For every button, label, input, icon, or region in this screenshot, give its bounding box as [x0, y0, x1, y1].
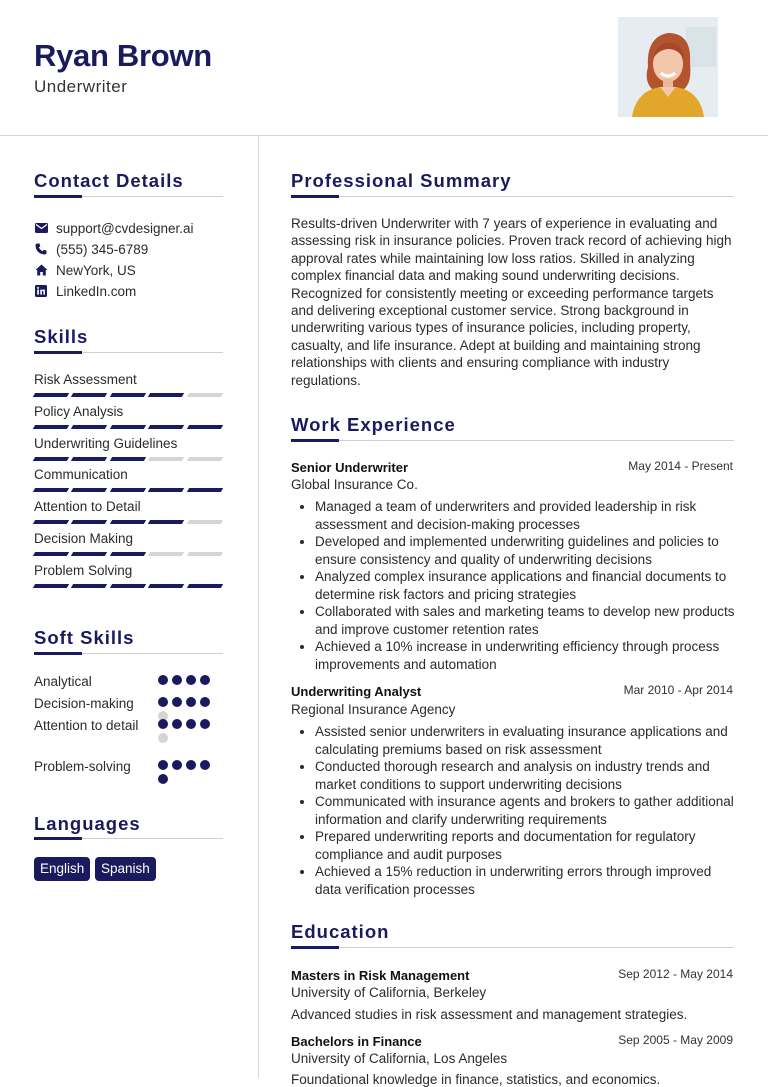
list-item: Achieved a 10% increase in underwriting efficiency through process improvements and automation — [315, 638, 740, 673]
job-bullets — [315, 498, 740, 673]
education-school: University of California, Los Angeles — [291, 1051, 508, 1066]
list-item: Conducted thorough research and analysis on industry trends and market conditions to support underwriting decisions — [315, 758, 740, 793]
skills-section-title: Skills — [34, 326, 89, 347]
contact-section-title: Contact Details — [34, 170, 184, 191]
skills-section-rule — [34, 352, 223, 353]
education-degree: Masters in Risk Management — [291, 968, 470, 983]
skill-bar-segment — [110, 552, 147, 556]
skill-bar-segment — [110, 457, 147, 461]
languages-section-rule — [34, 838, 223, 839]
skill-level-bar — [34, 552, 222, 556]
summary-section-title: Professional Summary — [291, 170, 512, 191]
summary-section-rule — [291, 196, 734, 197]
skill-bar-segment — [33, 457, 70, 461]
skill-label: Decision Making — [34, 531, 134, 546]
skill-bar-segment — [33, 552, 70, 556]
home-icon — [34, 263, 48, 277]
skill-bar-segment — [186, 584, 223, 588]
list-item: Prepared underwriting reports and documentation for regulatory compliance and audit purposes — [315, 828, 740, 863]
soft-skill-dots — [158, 697, 218, 721]
soft-skill-dot — [158, 675, 168, 685]
contact-location — [34, 261, 136, 279]
job-company: Global Insurance Co. — [291, 477, 418, 492]
soft-skill-dot — [172, 760, 182, 770]
skill-bar-segment — [148, 552, 185, 556]
skill-label: Problem Solving — [34, 563, 133, 578]
soft-skill-dots — [158, 760, 218, 784]
soft-skill-dot — [172, 675, 182, 685]
education-date: Sep 2012 - May 2014 — [618, 967, 733, 981]
job-company: Regional Insurance Agency — [291, 702, 456, 717]
skill-bar-segment — [33, 488, 70, 492]
list-item: Managed a team of underwriters and provided leadership in risk assessment and decision-making processes — [315, 498, 740, 533]
soft-skill-dot — [158, 760, 168, 770]
education-description: Advanced studies in risk assessment and management strategies. — [291, 1007, 688, 1022]
skill-bar-segment — [186, 488, 223, 492]
skill-level-bar — [34, 393, 222, 397]
language-tag: Spanish — [95, 857, 156, 881]
skill-bar-segment — [71, 457, 108, 461]
skill-bar-segment — [148, 584, 185, 588]
skill-bar-segment — [71, 393, 108, 397]
summary-text: Results-driven Underwriter with 7 years of experience in evaluating and assessing risk in insurance policies. Proven track record of achieving high approval rates while maintaining low loss ratios. Skilled in analyzing complex financial data and making sound underwriting decisions. Recognized for consistently meeting or exceeding performance targets and delivering exceptional customer service. Strong background in underwriting various types of insurance policies, including property, casualty, and life insurance. Adept at building and maintaining strong relationships with clients and ensuring compliance with industry regulations. — [291, 216, 732, 388]
skill-bar-segment — [186, 552, 223, 556]
skill-label: Risk Assessment — [34, 372, 137, 387]
skill-bar-segment — [110, 584, 147, 588]
soft-skill-dots — [158, 719, 218, 743]
soft-skill-dot — [158, 774, 168, 784]
skill-label: Underwriting Guidelines — [34, 436, 178, 451]
candidate-name: Ryan Brown — [34, 38, 212, 73]
skill-bar-segment — [186, 520, 223, 524]
skill-label: Policy Analysis — [34, 404, 124, 419]
candidate-role: Underwriter — [34, 77, 128, 96]
job-title: Underwriting Analyst — [291, 684, 422, 699]
skill-bar-segment — [110, 488, 147, 492]
education-section-title: Education — [291, 921, 390, 942]
soft-skill-dot — [172, 697, 182, 707]
job-bullets — [315, 723, 740, 898]
soft-skill-dot — [186, 760, 196, 770]
skill-bar-segment — [148, 425, 185, 429]
phone-icon — [34, 242, 48, 256]
soft-skill-dots — [158, 675, 218, 685]
contact-linkedin[interactable] — [34, 282, 136, 300]
soft-skills-section-rule — [34, 653, 223, 654]
contact-phone-text: (555) 345-6789 — [56, 241, 149, 257]
skill-level-bar — [34, 584, 222, 588]
experience-section-title: Work Experience — [291, 414, 456, 435]
skill-bar-segment — [33, 584, 70, 588]
skill-bar-segment — [71, 425, 108, 429]
skill-bar-segment — [33, 393, 70, 397]
soft-skill-label: Attention to detail — [34, 718, 139, 733]
soft-skill-dot — [172, 719, 182, 729]
languages-section-title: Languages — [34, 813, 141, 834]
skill-bar-segment — [110, 520, 147, 524]
education-degree: Bachelors in Finance — [291, 1034, 422, 1049]
skill-bar-segment — [148, 457, 185, 461]
list-item: Collaborated with sales and marketing teams to develop new products and improve customer retention rates — [315, 603, 740, 638]
soft-skill-label: Analytical — [34, 674, 92, 689]
contact-email[interactable] — [34, 219, 194, 237]
column-divider — [258, 136, 259, 1078]
skill-bar-segment — [110, 425, 147, 429]
soft-skill-dot — [200, 760, 210, 770]
job-date: Mar 2010 - Apr 2014 — [623, 683, 733, 697]
soft-skill-dot — [158, 697, 168, 707]
contact-phone[interactable] — [34, 240, 148, 258]
soft-skill-label: Problem-solving — [34, 759, 131, 774]
contact-location-text: NewYork, US — [56, 262, 136, 278]
soft-skill-dot — [158, 719, 168, 729]
skill-bar-segment — [148, 393, 185, 397]
soft-skill-dot — [200, 697, 210, 707]
soft-skill-label: Decision-making — [34, 696, 134, 711]
education-section-rule — [291, 947, 734, 948]
skill-label: Attention to Detail — [34, 499, 141, 514]
soft-skill-dot — [200, 675, 210, 685]
skill-bar-segment — [186, 425, 223, 429]
skill-label: Communication — [34, 467, 128, 482]
envelope-icon — [34, 221, 48, 235]
skill-level-bar — [34, 457, 222, 461]
skill-bar-segment — [71, 552, 108, 556]
skill-level-bar — [34, 488, 222, 492]
skill-bar-segment — [186, 457, 223, 461]
soft-skill-dot — [186, 719, 196, 729]
experience-section-rule — [291, 440, 734, 441]
skill-level-bar — [34, 520, 222, 524]
skill-level-bar — [34, 425, 222, 429]
list-item: Communicated with insurance agents and brokers to gather additional information and clarify underwriting requirements — [315, 793, 740, 828]
skill-bar-segment — [33, 520, 70, 524]
list-item: Assisted senior underwriters in evaluating insurance applications and calculating premiums based on risk assessment — [315, 723, 740, 758]
skill-bar-segment — [110, 393, 147, 397]
education-school: University of California, Berkeley — [291, 985, 487, 1000]
skill-bar-segment — [71, 584, 108, 588]
contact-linkedin-text: LinkedIn.com — [56, 283, 137, 299]
list-item: Achieved a 15% reduction in underwriting errors through improved data verification processes — [315, 863, 740, 898]
soft-skill-dot — [200, 719, 210, 729]
education-date: Sep 2005 - May 2009 — [618, 1033, 733, 1047]
contact-email-text: support@cvdesigner.ai — [56, 220, 194, 236]
soft-skill-dot — [158, 733, 168, 743]
soft-skill-dot — [186, 697, 196, 707]
resume-header — [0, 0, 768, 136]
skill-bar-segment — [186, 393, 223, 397]
profile-photo — [618, 17, 718, 117]
education-description: Foundational knowledge in finance, statistics, and economics. — [291, 1072, 661, 1087]
language-tag: English — [34, 857, 90, 881]
linkedin-icon — [34, 284, 48, 298]
list-item: Analyzed complex insurance applications and financial documents to determine risk factors and pricing strategies — [315, 568, 740, 603]
skill-bar-segment — [148, 520, 185, 524]
skill-bar-segment — [148, 488, 185, 492]
skill-bar-segment — [71, 520, 108, 524]
job-date: May 2014 - Present — [628, 459, 733, 473]
soft-skills-section-title: Soft Skills — [34, 627, 135, 648]
list-item: Developed and implemented underwriting guidelines and policies to ensure consistency and quality of underwriting decisions — [315, 533, 740, 568]
soft-skill-dot — [186, 675, 196, 685]
job-title: Senior Underwriter — [291, 460, 409, 475]
skill-bar-segment — [33, 425, 70, 429]
contact-section-rule — [34, 196, 223, 197]
skill-bar-segment — [71, 488, 108, 492]
